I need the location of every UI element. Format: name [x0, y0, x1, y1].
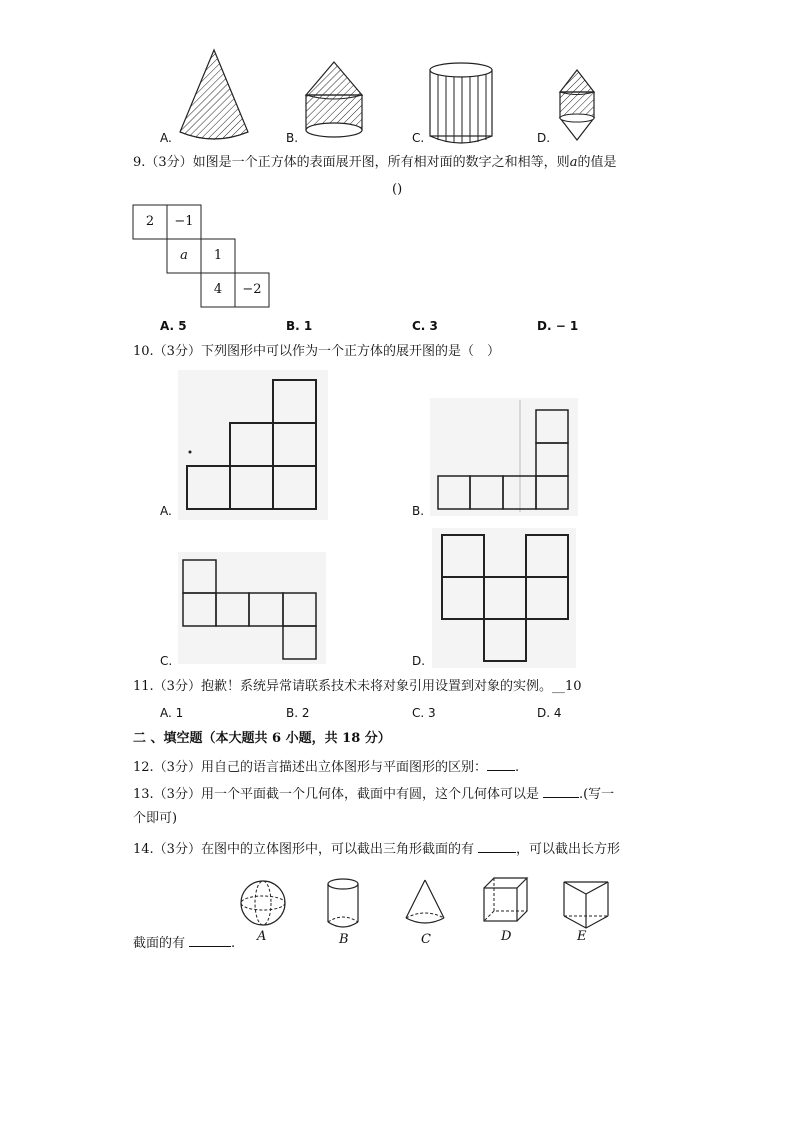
cube-icon	[484, 878, 527, 921]
q9-option-b[interactable]: B. 1	[286, 319, 313, 333]
q11-option-b[interactable]: B. 2	[286, 706, 310, 720]
q9-option-a[interactable]: A. 5	[160, 319, 187, 333]
q11-option-d[interactable]: D. 4	[537, 706, 562, 720]
q14-mid: ，可以截出长方形	[515, 842, 620, 857]
triangular-prism-icon	[564, 882, 608, 928]
q8-option-d[interactable]: D.	[537, 131, 551, 145]
q13-continuation: 个即可)	[133, 811, 178, 826]
shape-label-b: B	[339, 932, 349, 947]
shape-label-e: E	[577, 929, 587, 944]
shape-label-c: C	[421, 932, 431, 947]
q11-option-c[interactable]: C. 3	[412, 706, 436, 720]
net-cell-2: −1	[174, 214, 194, 229]
q11-question: 11.（3分）抱歉！系统异常请联系技术未将对象引用设置到对象的实例。__10	[133, 679, 582, 694]
net-cell-a: a	[180, 248, 188, 263]
net-cell-1: 2	[145, 214, 155, 229]
net-cell-4: 4	[213, 282, 223, 297]
q14-cont-text: 截面的有	[133, 936, 186, 951]
q10-option-a[interactable]: A.	[160, 504, 172, 518]
q14-tail: .	[231, 936, 236, 951]
q10-question: 10.（3分）下列图形中可以作为一个正方体的展开图的是（ ）	[133, 344, 500, 359]
shape-label-d: D	[501, 929, 512, 944]
q12-text: 12.（3分）用自己的语言描述出立体图形与平面图形的区别：	[133, 760, 487, 775]
q11-option-a[interactable]: A. 1	[160, 706, 184, 720]
q9-text: 9.（3分）如图是一个正方体的表面展开图，所有相对面的数字之和相等，则	[133, 155, 570, 170]
q10-option-d[interactable]: D.	[412, 654, 426, 668]
q8-option-a[interactable]: A.	[160, 131, 172, 145]
q14-continuation	[133, 934, 235, 952]
section-title: 二 、填空题（本大题共 6 小题，共 18 分）	[133, 731, 391, 746]
q14-text: 14.（3分）在图中的立体图形中，可以截出三角形截面的有	[133, 842, 474, 857]
q14-blank-rectangle[interactable]	[189, 934, 231, 947]
q10-option-c[interactable]: C.	[160, 654, 173, 668]
shape-label-a: A	[257, 929, 267, 944]
q9-answer-paren: ()	[392, 182, 403, 197]
q8-option-b[interactable]: B.	[286, 131, 299, 145]
q13-text: 13.（3分）用一个平面截一个几何体，截面中有圆，这个几何体可以是	[133, 787, 539, 802]
q8-option-c[interactable]: C.	[412, 131, 425, 145]
q9-variable: a	[569, 155, 578, 170]
sphere-icon	[241, 881, 285, 925]
q10-option-b[interactable]: B.	[412, 504, 425, 518]
q9-option-d[interactable]: D. − 1	[537, 319, 579, 333]
q12-tail: .	[514, 760, 520, 775]
q9-text-end: 的值是	[577, 155, 617, 170]
net-cell-5: −2	[242, 282, 262, 297]
q13-tail: .(写一	[578, 787, 615, 802]
net-cell-3: 1	[213, 248, 223, 263]
cylinder-icon	[328, 879, 358, 927]
q9-option-c[interactable]: C. 3	[412, 319, 438, 333]
cone-icon	[406, 880, 444, 923]
